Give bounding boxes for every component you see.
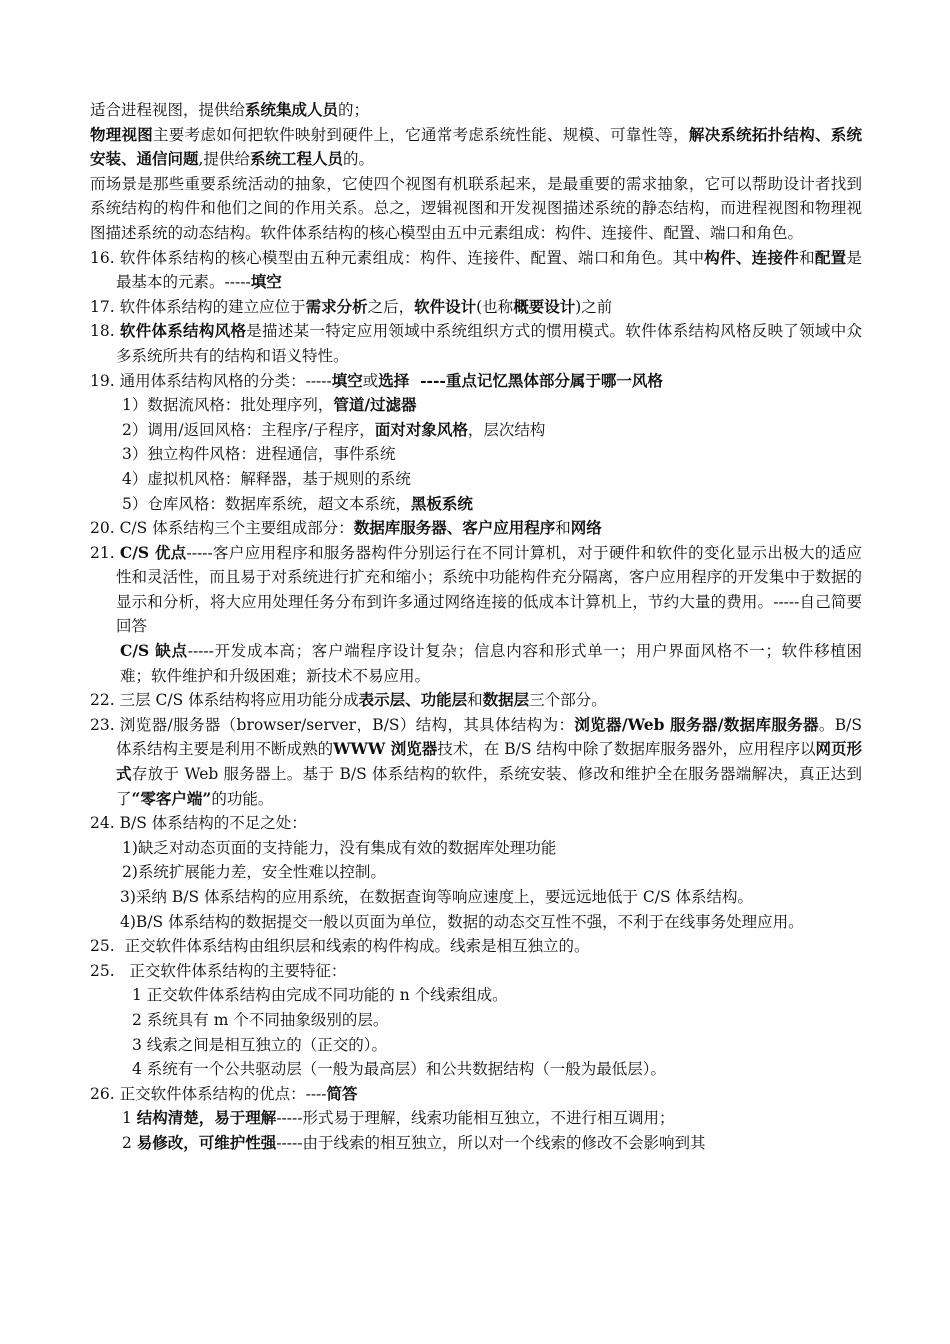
item-21-disadvantages: C/S 缺点-----开发成本高；客户端程序设计复杂；信息内容和形式单一；用户界面风格不一；软件移植困难；软件维护和升级困难；新技术不易应用。: [120, 641, 862, 685]
item-24-sub: 1)缺乏对动态页面的支持能力，没有集成有效的数据库处理功能: [122, 838, 557, 857]
item-19: 19. 通用体系结构风格的分类：-----填空或选择 ----重点记忆黑体部分属于哪一风格: [90, 370, 663, 390]
item-24-sub: 4)B/S 体系结构的数据提交一般以页面为单位，数据的动态交互性不强，不利于在线事务处理应用。: [120, 912, 804, 931]
item-19-sub: 1）数据流风格：批处理序列，管道/过滤器: [122, 395, 417, 415]
item-24-sub: 3)采纳 B/S 体系结构的应用系统，在数据查询等响应速度上，要远远地低于 C/S 体系结构。: [120, 888, 754, 906]
document-page: [90, 98, 862, 1156]
item-20: 20. C/S 体系结构三个主要组成部分：数据库服务器、客户应用程序和网络: [90, 518, 602, 538]
item-22: 22. 三层 C/S 体系结构将应用功能分成表示层、功能层和数据层三个部分。: [90, 690, 607, 710]
item-18: 18. 软件体系结构风格是描述某一特定应用领域中系统组织方式的惯用模式。软件体系结构风格反映了领域中众多系统所共有的结构和语义特性。: [90, 321, 862, 365]
item-16: 16. 软件体系结构的核心模型由五种元素组成：构件、连接件、配置、端口和角色。其中构件、连接件和配置是最基本的元素。-----填空: [90, 247, 862, 292]
paragraph-process-view: 适合进程视图，提供给系统集成人员的；: [90, 100, 370, 119]
item-25-sub: 1 正交软件体系结构由完成不同功能的 n 个线索组成。: [132, 986, 508, 1005]
item-24-sub: 2)系统扩展能力差，安全性难以控制。: [122, 863, 386, 882]
item-19-sub: 5）仓库风格：数据库系统，超文本系统，黑板系统: [122, 493, 473, 513]
item-23: 23. 浏览器/服务器（browser/server，B/S）结构，其具体结构为：浏览器/Web 服务器/数据库服务器。B/S 体系结构主要是利用不断成熟的WWW 浏览器技术，在 B/S 结构中除了数据库服务器外，应用程序以网页形式存放于 Web 服务器上。基于 B/S 体系结构的软件，系统安装、修改和维护全在服务器端解决，真正达到了“零客户端”的功能。: [90, 714, 862, 808]
item-21: 21. C/S 优点-----客户应用程序和服务器构件分别运行在不同计算机，对于硬件和软件的变化显示出极大的适应性和灵活性，而且易于对系统进行扩充和缩小；系统中功能构件充分隔离，客户应用程序的开发集中于数据的显示和分析，将大应用处理任务分布到许多通过网络连接的低成本计算机上，节约大量的费用。-----自己简要回答: [90, 542, 863, 636]
item-26: 26. 正交软件体系结构的优点：----简答: [90, 1083, 358, 1103]
item-17: 17. 软件体系结构的建立应位于需求分析之后，软件设计(也称概要设计)之前: [90, 296, 613, 316]
item-19-sub: 4）虚拟机风格：解释器，基于规则的系统: [122, 469, 411, 488]
item-26-sub: 2 易修改，可维护性强-----由于线索的相互独立，所以对一个线索的修改不会影响到其: [122, 1132, 706, 1152]
paragraph-physical-view: 物理视图主要考虑如何把软件映射到硬件上，它通常考虑系统性能、规模、可靠性等，解决系统拓扑结构、系统安装、通信问题,提供给系统工程人员的。: [90, 124, 862, 169]
item-25b: 25. 正交软件体系结构的主要特征：: [90, 961, 347, 980]
item-25-sub: 3 线索之间是相互独立的（正交的）。: [132, 1035, 388, 1054]
paragraph-scenario: 而场景是那些重要系统活动的抽象，它使四个视图有机联系起来，是最重要的需求抽象，它可以帮助设计者找到系统结构的构件和他们之间的作用关系。总之，逻辑视图和开发视图描述系统的静态结构，而进程视图和物理视图描述系统的动态结构。软件体系结构的核心模型由五中元素组成：构件、连接件、配置、端口和角色。: [90, 174, 862, 242]
item-25-sub: 2 系统具有 m 个不同抽象级别的层。: [132, 1010, 389, 1029]
item-24: 24. B/S 体系结构的不足之处：: [90, 814, 307, 833]
item-19-sub: 3）独立构件风格：进程通信，事件系统: [122, 445, 396, 464]
item-26-sub: 1 结构清楚，易于理解-----形式易于理解，线索功能相互独立，不进行相互调用；: [122, 1108, 675, 1128]
item-25-sub: 4 系统有一个公共驱动层（一般为最高层）和公共数据结构（一般为最低层）。: [132, 1060, 667, 1079]
item-25a: 25. 正交软件体系结构由组织层和线索的构件构成。线索是相互独立的。: [90, 937, 590, 956]
item-19-sub: 2）调用/返回风格：主程序/子程序，面对对象风格，层次结构: [122, 419, 546, 439]
